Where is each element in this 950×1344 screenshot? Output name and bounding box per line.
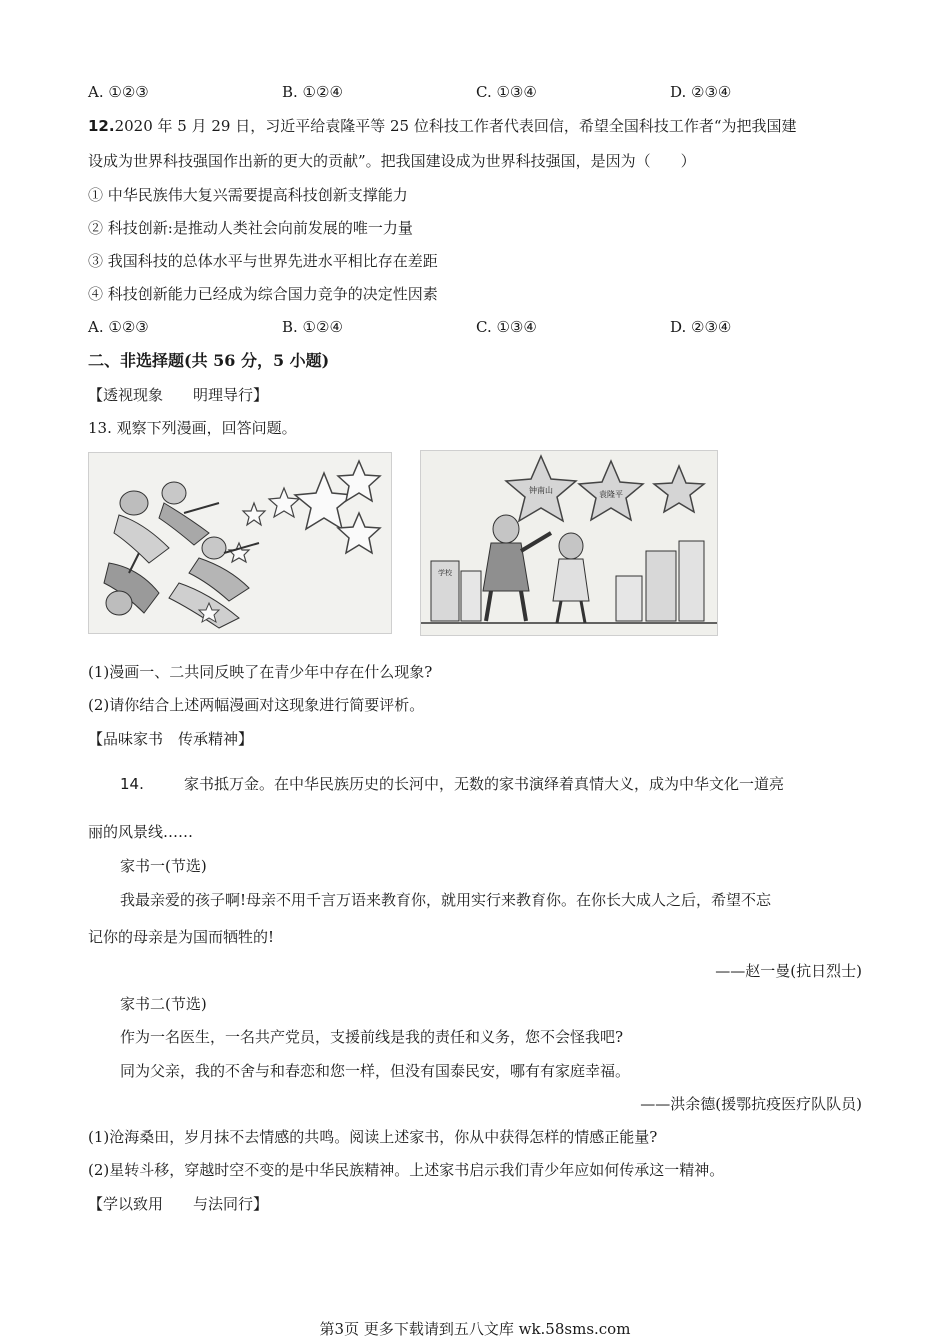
letter1-line2: 记你的母亲是为国而牺牲的! [88,928,275,946]
letter2-line1: 作为一名医生，一名共产党员，支援前线是我的责任和义务，您不会怪我吧? [120,1028,624,1046]
q12-option-d: D. ②③④ [670,318,732,336]
theme-3: 【学以致用 与法同行】 [88,1195,269,1213]
q12-number: 12. [88,117,115,135]
q11-option-d: D. ②③④ [670,83,732,101]
q12-item-3: ③ 我国科技的总体水平与世界先进水平相比存在差距 [88,252,438,270]
q14-number: 14. [120,775,144,793]
cartoon-2-drawing [421,451,717,635]
q13-sub1: (1)漫画一、二共同反映了在青少年中存在什么现象? [88,663,433,681]
letter1-title: 家书一(节选) [120,857,207,875]
page-footer: 第3页 更多下载请到五八文库 wk.58sms.com [319,1320,631,1338]
q12-option-b: B. ①②④ [282,318,343,336]
cartoon-2-star-label-2: 袁隆平 [599,490,623,499]
cartoon-2-school-label: 学校 [438,569,452,577]
cartoon-2-star-label-1: 钟南山 [529,486,553,495]
q12-item-1: ① 中华民族伟大复兴需要提高科技创新支撑能力 [88,186,408,204]
q11-option-c: C. ①③④ [476,83,537,101]
q13-sub2: (2)请你结合上述两幅漫画对这现象进行简要评析。 [88,696,425,714]
q12-stem-line2: 设成为世界科技强国作出新的更大的贡献”。把我国建设成为世界科技强国，是因为（ ） [88,152,696,170]
letter1-line1: 我最亲爱的孩子啊!母亲不用千言万语来教育你，就用实行来教育你。在你长大成人之后，希望不忘 [120,891,772,909]
q11-option-a: A. ①②③ [88,83,149,101]
theme-1: 【透视现象 明理导行】 [88,386,269,404]
q14-intro-line1 [120,774,784,794]
letter2-title: 家书二(节选) [120,995,207,1013]
theme-2: 【品味家书 传承精神】 [88,730,254,748]
letter1-author: ——赵一曼(抗日烈士) [715,962,862,980]
letter2-author: ——洪余德(援鄂抗疫医疗队队员) [640,1095,862,1113]
cartoon-1-drawing [89,453,391,633]
q13-stem: 13. 观察下列漫画，回答问题。 [88,419,297,437]
q14-intro-line2: 丽的风景线…… [88,823,194,841]
section2-title: 二、非选择题(共 56 分，5 小题) [88,351,330,370]
letter2-line2: 同为父亲，我的不舍与和春恋和您一样，但没有国泰民安，哪有有家庭幸福。 [120,1062,631,1080]
q14-sub2: (2)星转斗移，穿越时空不变的是中华民族精神。上述家书启示我们青少年应如何传承这一精神。 [88,1161,725,1179]
q14-intro-text: 家书抵万金。在中华民族历史的长河中，无数的家书演绎着真情大义，成为中华文化一道亮 [184,775,785,793]
q12-option-c: C. ①③④ [476,318,537,336]
q11-option-b: B. ①②④ [282,83,343,101]
q12-stem-text: 2020 年 5 月 29 日，习近平给袁隆平等 25 位科技工作者代表回信，希望全国科技工作者“为把我国建 [114,117,797,135]
cartoon-2 [420,450,718,636]
q12-option-a: A. ①②③ [88,318,149,336]
cartoon-1 [88,452,392,634]
q12-stem-line1 [88,116,797,136]
q14-sub1: (1)沧海桑田，岁月抹不去情感的共鸣。阅读上述家书，你从中获得怎样的情感正能量? [88,1128,658,1146]
q12-item-4: ④ 科技创新能力已经成为综合国力竞争的决定性因素 [88,285,438,303]
q12-item-2: ② 科技创新:是推动人类社会向前发展的唯一力量 [88,219,413,237]
